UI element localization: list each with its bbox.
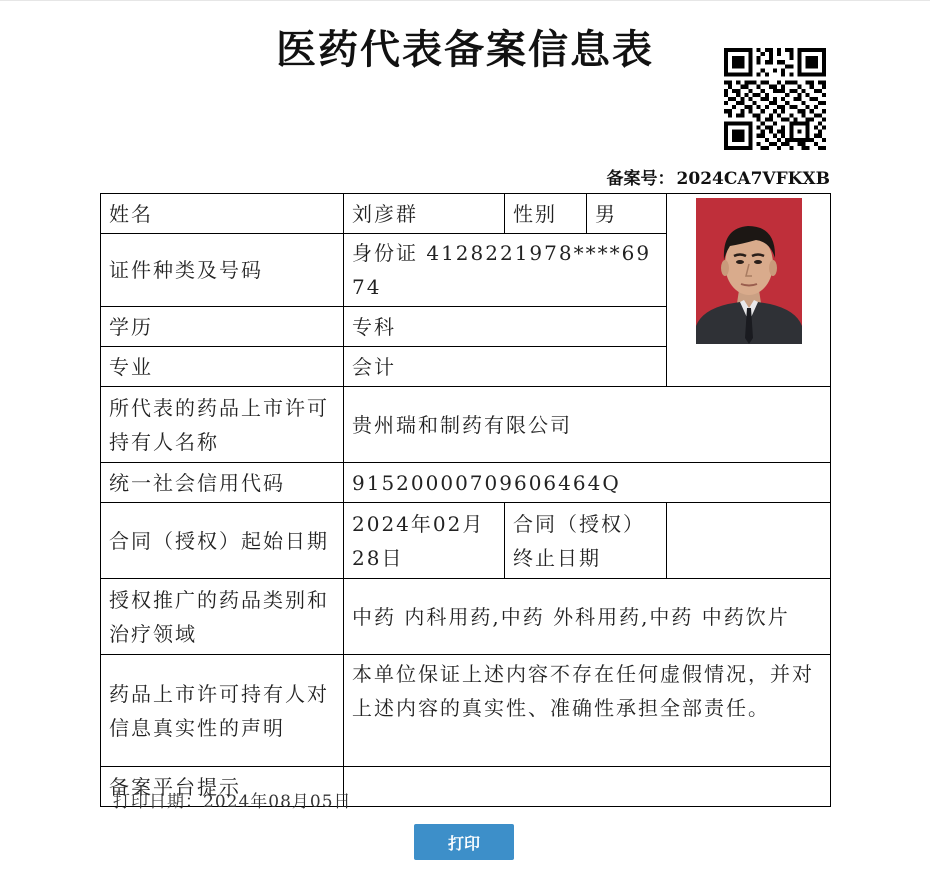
top-divider <box>0 0 930 1</box>
print-date: 打印日期：2024年08月05日 <box>113 792 352 812</box>
credit-code-value: 91520000709606464Q <box>344 463 831 503</box>
row-credit-code <box>101 463 831 503</box>
person-photo-icon <box>696 198 802 344</box>
contract-end-value <box>667 503 831 579</box>
education-value: 专科 <box>344 307 667 347</box>
contract-start-label: 合同（授权）起始日期 <box>101 503 344 579</box>
registration-label: 备案号： <box>606 169 675 189</box>
major-value: 会计 <box>344 347 667 387</box>
photo-cell <box>667 194 831 387</box>
holder-value: 贵州瑞和制药有限公司 <box>344 387 831 463</box>
gender-label: 性别 <box>505 194 587 234</box>
name-value: 刘彦群 <box>344 194 505 234</box>
id-label: 证件种类及号码 <box>101 234 344 307</box>
contract-start-value: 2024年02月28日 <box>344 503 505 579</box>
declaration-label: 药品上市许可持有人对信息真实性的声明 <box>101 655 344 767</box>
row-name <box>101 194 831 234</box>
registration-number <box>607 164 830 189</box>
qr-code-icon <box>724 48 826 150</box>
registration-value: 2024CA7VFKXB <box>676 169 830 189</box>
declaration-value: 本单位保证上述内容不存在任何虚假情况，并对上述内容的真实性、准确性承担全部责任。 <box>344 655 831 767</box>
holder-label: 所代表的药品上市许可持有人名称 <box>101 387 344 463</box>
print-button[interactable]: 打印 <box>414 824 514 860</box>
education-label: 学历 <box>101 307 344 347</box>
major-label: 专业 <box>101 347 344 387</box>
contract-end-label: 合同（授权）终止日期 <box>505 503 667 579</box>
info-table <box>100 193 831 807</box>
platform-tip-label: 备案平台提示 <box>101 767 344 807</box>
row-declaration <box>101 655 831 767</box>
name-label: 姓名 <box>101 194 344 234</box>
category-value: 中药 内科用药,中药 外科用药,中药 中药饮片 <box>344 579 831 655</box>
row-contract <box>101 503 831 579</box>
row-category <box>101 579 831 655</box>
gender-value: 男 <box>587 194 667 234</box>
platform-tip-value <box>344 767 831 807</box>
page-title: 医药代表备案信息表 <box>276 26 654 73</box>
category-label: 授权推广的药品类别和治疗领域 <box>101 579 344 655</box>
row-holder <box>101 387 831 463</box>
credit-code-label: 统一社会信用代码 <box>101 463 344 503</box>
id-value: 身份证 4128221978****6974 <box>344 234 667 307</box>
